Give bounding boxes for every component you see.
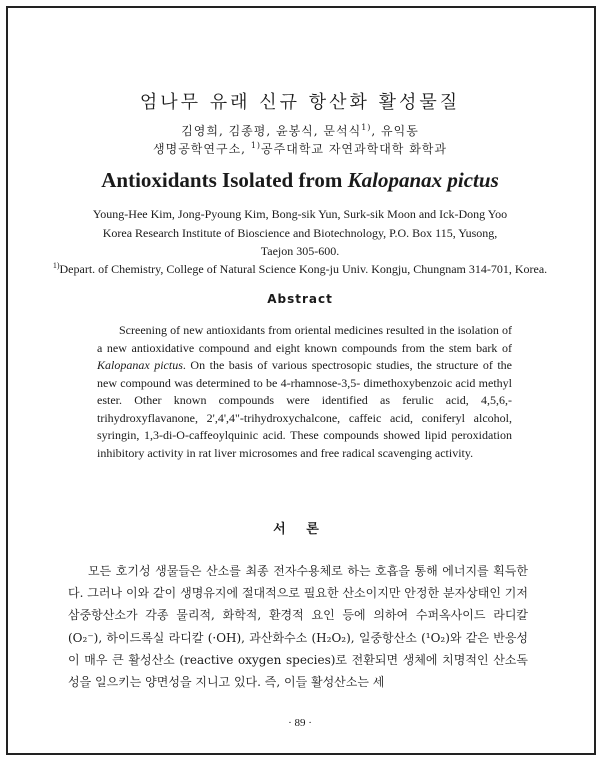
- english-title-main: Antioxidants Isolated from: [101, 168, 348, 192]
- abstract-heading: Abstract: [267, 292, 333, 306]
- english-affiliation-line1: Korea Research Institute of Bioscience and Biotechnology, P.O. Box 115, Yusong,: [102, 226, 498, 240]
- affiliation-marker: 1): [52, 261, 60, 270]
- english-affiliation-2-text: Depart. of Chemistry, College of Natural Science Kong-ju Univ. Kongju, Chungnam 314-701, Korea.: [59, 262, 548, 276]
- korean-affiliation-2: 공주대학교 자연과학대학 화학과: [261, 142, 447, 156]
- page-number: · 89 ·: [288, 717, 312, 729]
- affiliation-marker: 1): [250, 141, 262, 150]
- abstract-species: Kalopanax pictus: [97, 358, 183, 372]
- introduction-heading: 서 론: [273, 522, 327, 537]
- abstract-text-2: . On the basis of various spectrosopic studies, the structure of the new compound was determined to be 4-rhamnose-3,5- dimethoxybenzoic acid methyl ester. Other known compounds were identified as ferulic acid, 4,5,6,-trihydroxyflavanone, 2',4',4"-trihydroxychalcone, caffeic acid, coniferyl alcohol, syringin, 1,3-di-O-caffeoylquinic acid. These compounds showed lipid peroxidation inhibitory activity in rat liver microsomes and free radical scavenging activity.: [97, 358, 513, 460]
- korean-affiliations: [0, 140, 600, 157]
- korean-title: 엄나무 유래 신규 항산화 활성물질: [139, 92, 461, 113]
- english-title-species: Kalopanax pictus: [347, 168, 499, 192]
- english-affiliation-2: [0, 262, 600, 277]
- korean-authors: [0, 122, 600, 139]
- english-authors: Young-Hee Kim, Jong-Pyoung Kim, Bong-sik Yun, Surk-sik Moon and Ick-Dong Yoo: [92, 207, 508, 221]
- korean-author-names-tail: , 유익동: [371, 124, 419, 138]
- english-affiliation-line2: Taejon 305-600.: [260, 244, 340, 258]
- korean-author-names: 김영희, 김종평, 윤봉식, 문석식: [181, 124, 362, 138]
- affiliation-marker: 1): [361, 123, 372, 132]
- abstract-text-1: Screening of new antioxidants from oriental medicines resulted in the isolation of a new antioxidative compound and eight known compounds from the stem bark of: [97, 323, 512, 355]
- introduction-body: 모든 호기성 생물들은 산소를 최종 전자수용체로 하는 호흡을 통해 에너지를 획득한다. 그러나 이와 같이 생명유지에 절대적으로 필요한 산소이지만 안정한 분자상태인 기저삼중항산소가 각종 물리적, 화학적, 환경적 요인 등에 의하여 수퍼옥사이드 라디칼 (O₂⁻), 하이드록실 라디칼 (·OH), 과산화수소 (H₂O₂), 일중항산소 (¹O₂)와 같은 반응성이 매우 큰 활성산소 (reactive oxygen species)로 전환되면 생체에 치명적인 산소독성을 일으키는 양면성을 지니고 있다. 즉, 이들 활성산소는 세: [68, 564, 528, 690]
- english-title: [0, 168, 600, 193]
- korean-affiliation-1: 생명공학연구소,: [153, 142, 246, 156]
- abstract-body: [97, 322, 512, 462]
